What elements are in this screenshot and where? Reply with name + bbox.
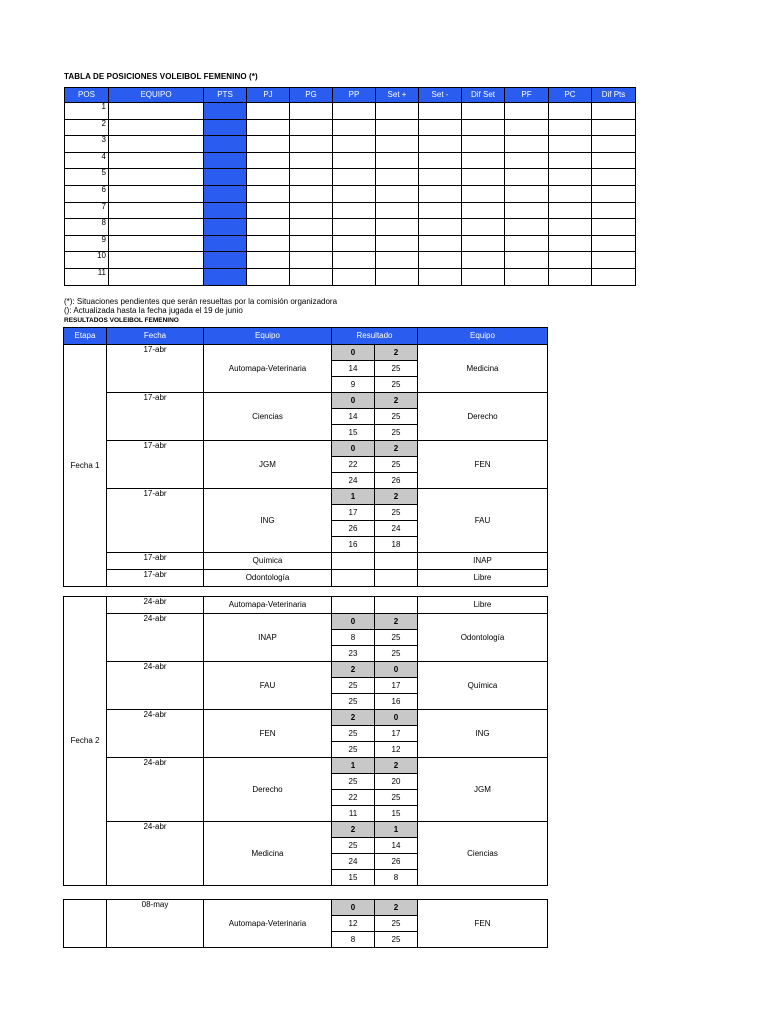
standings-cell xyxy=(333,119,376,136)
col-header-equipo-home: Equipo xyxy=(204,328,332,345)
set-score-cell: 23 xyxy=(332,646,375,662)
standings-row xyxy=(65,103,636,120)
standings-cell xyxy=(109,152,204,169)
home-team: Automapa-Veterinaria xyxy=(204,345,332,393)
set-score-cell: 8 xyxy=(332,932,375,948)
sets-won-cell: 2 xyxy=(375,614,418,630)
away-team: Odontología xyxy=(418,614,548,662)
set-score-cell: 17 xyxy=(375,678,418,694)
match-date: 17-abr xyxy=(107,553,204,570)
results-title: RESULTADOS VOLEIBOL FEMENINO xyxy=(64,317,179,324)
set-score-cell: 25 xyxy=(375,630,418,646)
home-team: Química xyxy=(204,553,332,570)
sets-won-cell: 0 xyxy=(332,441,375,457)
set-score-cell: 25 xyxy=(375,790,418,806)
result-row xyxy=(64,710,548,726)
pos-cell: 9 xyxy=(65,235,109,252)
standings-cell xyxy=(376,235,419,252)
standings-cell xyxy=(592,252,636,269)
results-table-fecha2 xyxy=(63,596,548,886)
standings-row xyxy=(65,235,636,252)
standings-cell xyxy=(505,136,549,153)
set-score-cell: 16 xyxy=(375,694,418,710)
pts-cell xyxy=(204,152,247,169)
standings-cell xyxy=(333,185,376,202)
match-date: 17-abr xyxy=(107,570,204,587)
sets-won-cell: 0 xyxy=(332,393,375,409)
standings-cell xyxy=(505,152,549,169)
sets-won-cell: 0 xyxy=(332,345,375,361)
set-score-cell: 25 xyxy=(375,361,418,377)
set-score-cell: 25 xyxy=(332,726,375,742)
match-date: 24-abr xyxy=(107,614,204,662)
standings-cell xyxy=(376,169,419,186)
standings-cell xyxy=(290,252,333,269)
standings-row xyxy=(65,219,636,236)
standings-cell xyxy=(505,268,549,285)
set-score-cell: 25 xyxy=(332,678,375,694)
away-team: Derecho xyxy=(418,393,548,441)
standings-cell xyxy=(109,136,204,153)
home-team: Odontología xyxy=(204,570,332,587)
pos-cell: 8 xyxy=(65,219,109,236)
set-score-cell: 25 xyxy=(332,774,375,790)
pos-cell: 11 xyxy=(65,268,109,285)
result-row xyxy=(64,614,548,630)
col-header-dif-pts: Dif Pts xyxy=(592,88,636,103)
col-header-pp: PP xyxy=(333,88,376,103)
standings-cell xyxy=(592,202,636,219)
standings-cell xyxy=(419,136,462,153)
standings-cell xyxy=(247,103,290,120)
pts-cell xyxy=(204,119,247,136)
standings-cell xyxy=(109,185,204,202)
sets-won-cell: 2 xyxy=(332,822,375,838)
standings-cell xyxy=(549,119,592,136)
set-score-cell: 22 xyxy=(332,457,375,473)
set-score-cell: 25 xyxy=(375,377,418,393)
standings-cell xyxy=(376,202,419,219)
standings-cell xyxy=(505,235,549,252)
set-score-cell: 14 xyxy=(375,838,418,854)
sets-won-cell: 0 xyxy=(332,614,375,630)
standings-cell xyxy=(549,235,592,252)
sets-won-cell xyxy=(375,570,418,587)
set-score-cell: 9 xyxy=(332,377,375,393)
standings-cell xyxy=(247,152,290,169)
standings-cell xyxy=(462,119,505,136)
standings-cell xyxy=(419,235,462,252)
standings-cell xyxy=(462,219,505,236)
match-date: 17-abr xyxy=(107,489,204,553)
col-header-equipo-away: Equipo xyxy=(418,328,548,345)
standings-cell xyxy=(505,119,549,136)
result-row xyxy=(64,570,548,587)
result-row xyxy=(64,662,548,678)
sets-won-cell: 2 xyxy=(332,710,375,726)
col-header-fecha: Fecha xyxy=(107,328,204,345)
col-header-equipo: EQUIPO xyxy=(109,88,204,103)
standings-row xyxy=(65,202,636,219)
standings-cell xyxy=(333,152,376,169)
standings-cell xyxy=(462,235,505,252)
home-team: Medicina xyxy=(204,822,332,886)
standings-cell xyxy=(109,235,204,252)
standings-cell xyxy=(109,268,204,285)
results-table-fecha1 xyxy=(63,327,548,587)
col-header-set-plus: Set + xyxy=(376,88,419,103)
standings-cell xyxy=(247,136,290,153)
standings-cell xyxy=(549,219,592,236)
standings-cell xyxy=(333,235,376,252)
result-row xyxy=(64,393,548,409)
standings-cell xyxy=(505,185,549,202)
standings-cell xyxy=(592,219,636,236)
standings-row xyxy=(65,136,636,153)
set-score-cell: 14 xyxy=(332,409,375,425)
home-team: JGM xyxy=(204,441,332,489)
etapa-cell: Fecha 1 xyxy=(64,345,107,587)
away-team: JGM xyxy=(418,758,548,822)
match-date: 24-abr xyxy=(107,662,204,710)
standings-cell xyxy=(376,252,419,269)
standings-row xyxy=(65,185,636,202)
standings-cell xyxy=(592,169,636,186)
standings-cell xyxy=(333,252,376,269)
pos-cell: 5 xyxy=(65,169,109,186)
standings-cell xyxy=(333,202,376,219)
set-score-cell: 25 xyxy=(375,409,418,425)
standings-cell xyxy=(247,235,290,252)
home-team: Automapa-Veterinaria xyxy=(204,900,332,948)
set-score-cell: 17 xyxy=(332,505,375,521)
standings-cell xyxy=(592,119,636,136)
match-date: 24-abr xyxy=(107,822,204,886)
pos-cell: 4 xyxy=(65,152,109,169)
home-team: FAU xyxy=(204,662,332,710)
set-score-cell: 20 xyxy=(375,774,418,790)
standings-cell xyxy=(549,136,592,153)
standings-row xyxy=(65,152,636,169)
standings-cell xyxy=(376,219,419,236)
standings-cell xyxy=(290,169,333,186)
standings-cell xyxy=(419,202,462,219)
standings-cell xyxy=(333,103,376,120)
standings-cell xyxy=(333,169,376,186)
pos-cell: 7 xyxy=(65,202,109,219)
standings-cell xyxy=(109,103,204,120)
pts-cell xyxy=(204,252,247,269)
sets-won-cell: 0 xyxy=(375,710,418,726)
set-score-cell: 26 xyxy=(375,473,418,489)
pts-cell xyxy=(204,103,247,120)
col-header-etapa: Etapa xyxy=(64,328,107,345)
standings-cell xyxy=(376,136,419,153)
match-date: 24-abr xyxy=(107,597,204,614)
set-score-cell: 11 xyxy=(332,806,375,822)
note-updated: (): Actualizada hasta la fecha jugada el 19 de junio xyxy=(64,306,243,315)
sets-won-cell xyxy=(375,597,418,614)
match-date: 17-abr xyxy=(107,345,204,393)
home-team: ING xyxy=(204,489,332,553)
set-score-cell: 22 xyxy=(332,790,375,806)
standings-cell xyxy=(462,202,505,219)
match-date: 08-may xyxy=(107,900,204,948)
set-score-cell: 8 xyxy=(332,630,375,646)
standings-title: TABLA DE POSICIONES VOLEIBOL FEMENINO (*) xyxy=(64,72,258,81)
sets-won-cell: 1 xyxy=(332,758,375,774)
set-score-cell: 17 xyxy=(375,726,418,742)
standings-cell xyxy=(376,268,419,285)
home-team: Automapa-Veterinaria xyxy=(204,597,332,614)
standings-cell xyxy=(505,103,549,120)
sets-won-cell: 1 xyxy=(375,822,418,838)
note-pending: (*): Situaciones pendientes que serán resueltas por la comisión organizadora xyxy=(64,297,338,306)
result-row xyxy=(64,900,548,916)
set-score-cell: 25 xyxy=(375,646,418,662)
standings-cell xyxy=(247,119,290,136)
col-header-pc: PC xyxy=(549,88,592,103)
pos-cell: 6 xyxy=(65,185,109,202)
sets-won-cell xyxy=(375,553,418,570)
col-header-pg: PG xyxy=(290,88,333,103)
standings-cell xyxy=(419,152,462,169)
standings-cell xyxy=(419,169,462,186)
standings-cell xyxy=(505,252,549,269)
home-team: FEN xyxy=(204,710,332,758)
sets-won-cell: 2 xyxy=(375,393,418,409)
standings-cell xyxy=(549,169,592,186)
standings-cell xyxy=(462,136,505,153)
away-team: ING xyxy=(418,710,548,758)
pts-cell xyxy=(204,268,247,285)
sets-won-cell: 0 xyxy=(332,900,375,916)
results-header-row xyxy=(64,328,548,345)
result-row xyxy=(64,553,548,570)
sets-won-cell xyxy=(332,553,375,570)
col-header-pf: PF xyxy=(505,88,549,103)
sets-won-cell: 2 xyxy=(332,662,375,678)
standings-cell xyxy=(247,169,290,186)
set-score-cell: 25 xyxy=(375,916,418,932)
sets-won-cell: 0 xyxy=(375,662,418,678)
standings-cell xyxy=(549,252,592,269)
standings-cell xyxy=(109,169,204,186)
sets-won-cell: 2 xyxy=(375,489,418,505)
standings-cell xyxy=(462,252,505,269)
standings-row xyxy=(65,119,636,136)
standings-cell xyxy=(290,235,333,252)
col-header-resultado: Resultado xyxy=(332,328,418,345)
home-team: Derecho xyxy=(204,758,332,822)
pos-cell: 2 xyxy=(65,119,109,136)
standings-cell xyxy=(592,103,636,120)
standings-cell xyxy=(290,152,333,169)
standings-cell xyxy=(549,103,592,120)
standings-cell xyxy=(505,219,549,236)
away-team: Libre xyxy=(418,570,548,587)
standings-cell xyxy=(549,185,592,202)
set-score-cell: 25 xyxy=(375,505,418,521)
set-score-cell: 25 xyxy=(332,838,375,854)
standings-cell xyxy=(290,185,333,202)
standings-cell xyxy=(462,268,505,285)
standings-cell xyxy=(290,202,333,219)
set-score-cell: 25 xyxy=(332,694,375,710)
pos-cell: 10 xyxy=(65,252,109,269)
set-score-cell: 24 xyxy=(332,854,375,870)
etapa-cell xyxy=(64,900,107,948)
standings-cell xyxy=(109,202,204,219)
standings-cell xyxy=(247,185,290,202)
col-header-set-minus: Set - xyxy=(419,88,462,103)
sets-won-cell: 2 xyxy=(375,758,418,774)
standings-cell xyxy=(462,152,505,169)
sets-won-cell: 2 xyxy=(375,441,418,457)
page-bottom-blank xyxy=(0,948,768,1024)
set-score-cell: 25 xyxy=(375,932,418,948)
result-row xyxy=(64,822,548,838)
pts-cell xyxy=(204,235,247,252)
set-score-cell: 26 xyxy=(375,854,418,870)
away-team: FEN xyxy=(418,441,548,489)
standings-cell xyxy=(592,185,636,202)
results-table-fecha3 xyxy=(63,899,548,948)
result-row xyxy=(64,489,548,505)
standings-cell xyxy=(549,268,592,285)
standings-cell xyxy=(109,252,204,269)
standings-cell xyxy=(247,252,290,269)
standings-row xyxy=(65,252,636,269)
away-team: Ciencias xyxy=(418,822,548,886)
set-score-cell: 24 xyxy=(375,521,418,537)
standings-cell xyxy=(419,252,462,269)
pts-cell xyxy=(204,169,247,186)
sets-won-cell: 2 xyxy=(375,900,418,916)
set-score-cell: 8 xyxy=(375,870,418,886)
standings-cell xyxy=(505,169,549,186)
standings-cell xyxy=(109,219,204,236)
standings-row xyxy=(65,169,636,186)
pos-cell: 1 xyxy=(65,103,109,120)
set-score-cell: 24 xyxy=(332,473,375,489)
standings-cell xyxy=(333,219,376,236)
away-team: INAP xyxy=(418,553,548,570)
pts-cell xyxy=(204,219,247,236)
set-score-cell: 26 xyxy=(332,521,375,537)
standings-cell xyxy=(505,202,549,219)
standings-table xyxy=(64,87,636,286)
standings-cell xyxy=(419,268,462,285)
sets-won-cell: 1 xyxy=(332,489,375,505)
sets-won-cell xyxy=(332,570,375,587)
col-header-dif-set: Dif Set xyxy=(462,88,505,103)
home-team: INAP xyxy=(204,614,332,662)
standings-cell xyxy=(592,152,636,169)
standings-cell xyxy=(333,136,376,153)
set-score-cell: 14 xyxy=(332,361,375,377)
standings-cell xyxy=(109,119,204,136)
standings-cell xyxy=(290,136,333,153)
away-team: FAU xyxy=(418,489,548,553)
set-score-cell: 18 xyxy=(375,537,418,553)
home-team: Ciencias xyxy=(204,393,332,441)
standings-cell xyxy=(419,119,462,136)
standings-cell xyxy=(592,136,636,153)
set-score-cell: 15 xyxy=(375,806,418,822)
set-score-cell: 25 xyxy=(375,457,418,473)
match-date: 24-abr xyxy=(107,758,204,822)
result-row xyxy=(64,345,548,361)
set-score-cell: 25 xyxy=(375,425,418,441)
result-row xyxy=(64,597,548,614)
set-score-cell: 16 xyxy=(332,537,375,553)
away-team: FEN xyxy=(418,900,548,948)
match-date: 24-abr xyxy=(107,710,204,758)
pts-cell xyxy=(204,202,247,219)
standings-cell xyxy=(247,202,290,219)
standings-cell xyxy=(376,152,419,169)
pts-cell xyxy=(204,136,247,153)
pos-cell: 3 xyxy=(65,136,109,153)
set-score-cell: 15 xyxy=(332,425,375,441)
standings-cell xyxy=(290,219,333,236)
pts-cell xyxy=(204,185,247,202)
set-score-cell: 12 xyxy=(375,742,418,758)
sets-won-cell xyxy=(332,597,375,614)
standings-cell xyxy=(333,268,376,285)
away-team: Libre xyxy=(418,597,548,614)
standings-row xyxy=(65,268,636,285)
standings-cell xyxy=(549,152,592,169)
standings-cell xyxy=(419,185,462,202)
sets-won-cell: 2 xyxy=(375,345,418,361)
standings-cell xyxy=(592,268,636,285)
set-score-cell: 25 xyxy=(332,742,375,758)
standings-cell xyxy=(376,119,419,136)
set-score-cell: 15 xyxy=(332,870,375,886)
col-header-pts: PTS xyxy=(204,88,247,103)
col-header-pj: PJ xyxy=(247,88,290,103)
set-score-cell: 12 xyxy=(332,916,375,932)
standings-cell xyxy=(462,169,505,186)
etapa-cell: Fecha 2 xyxy=(64,597,107,886)
standings-cell xyxy=(376,103,419,120)
standings-cell xyxy=(419,103,462,120)
result-row xyxy=(64,441,548,457)
col-header-pos: POS xyxy=(65,88,109,103)
standings-cell xyxy=(419,219,462,236)
match-date: 17-abr xyxy=(107,441,204,489)
match-date: 17-abr xyxy=(107,393,204,441)
standings-header-row xyxy=(65,88,636,103)
result-row xyxy=(64,758,548,774)
standings-cell xyxy=(592,235,636,252)
standings-cell xyxy=(290,103,333,120)
standings-cell xyxy=(290,119,333,136)
standings-cell xyxy=(247,219,290,236)
standings-cell xyxy=(462,185,505,202)
standings-cell xyxy=(549,202,592,219)
standings-cell xyxy=(247,268,290,285)
standings-cell xyxy=(462,103,505,120)
away-team: Química xyxy=(418,662,548,710)
away-team: Medicina xyxy=(418,345,548,393)
standings-cell xyxy=(376,185,419,202)
standings-cell xyxy=(290,268,333,285)
